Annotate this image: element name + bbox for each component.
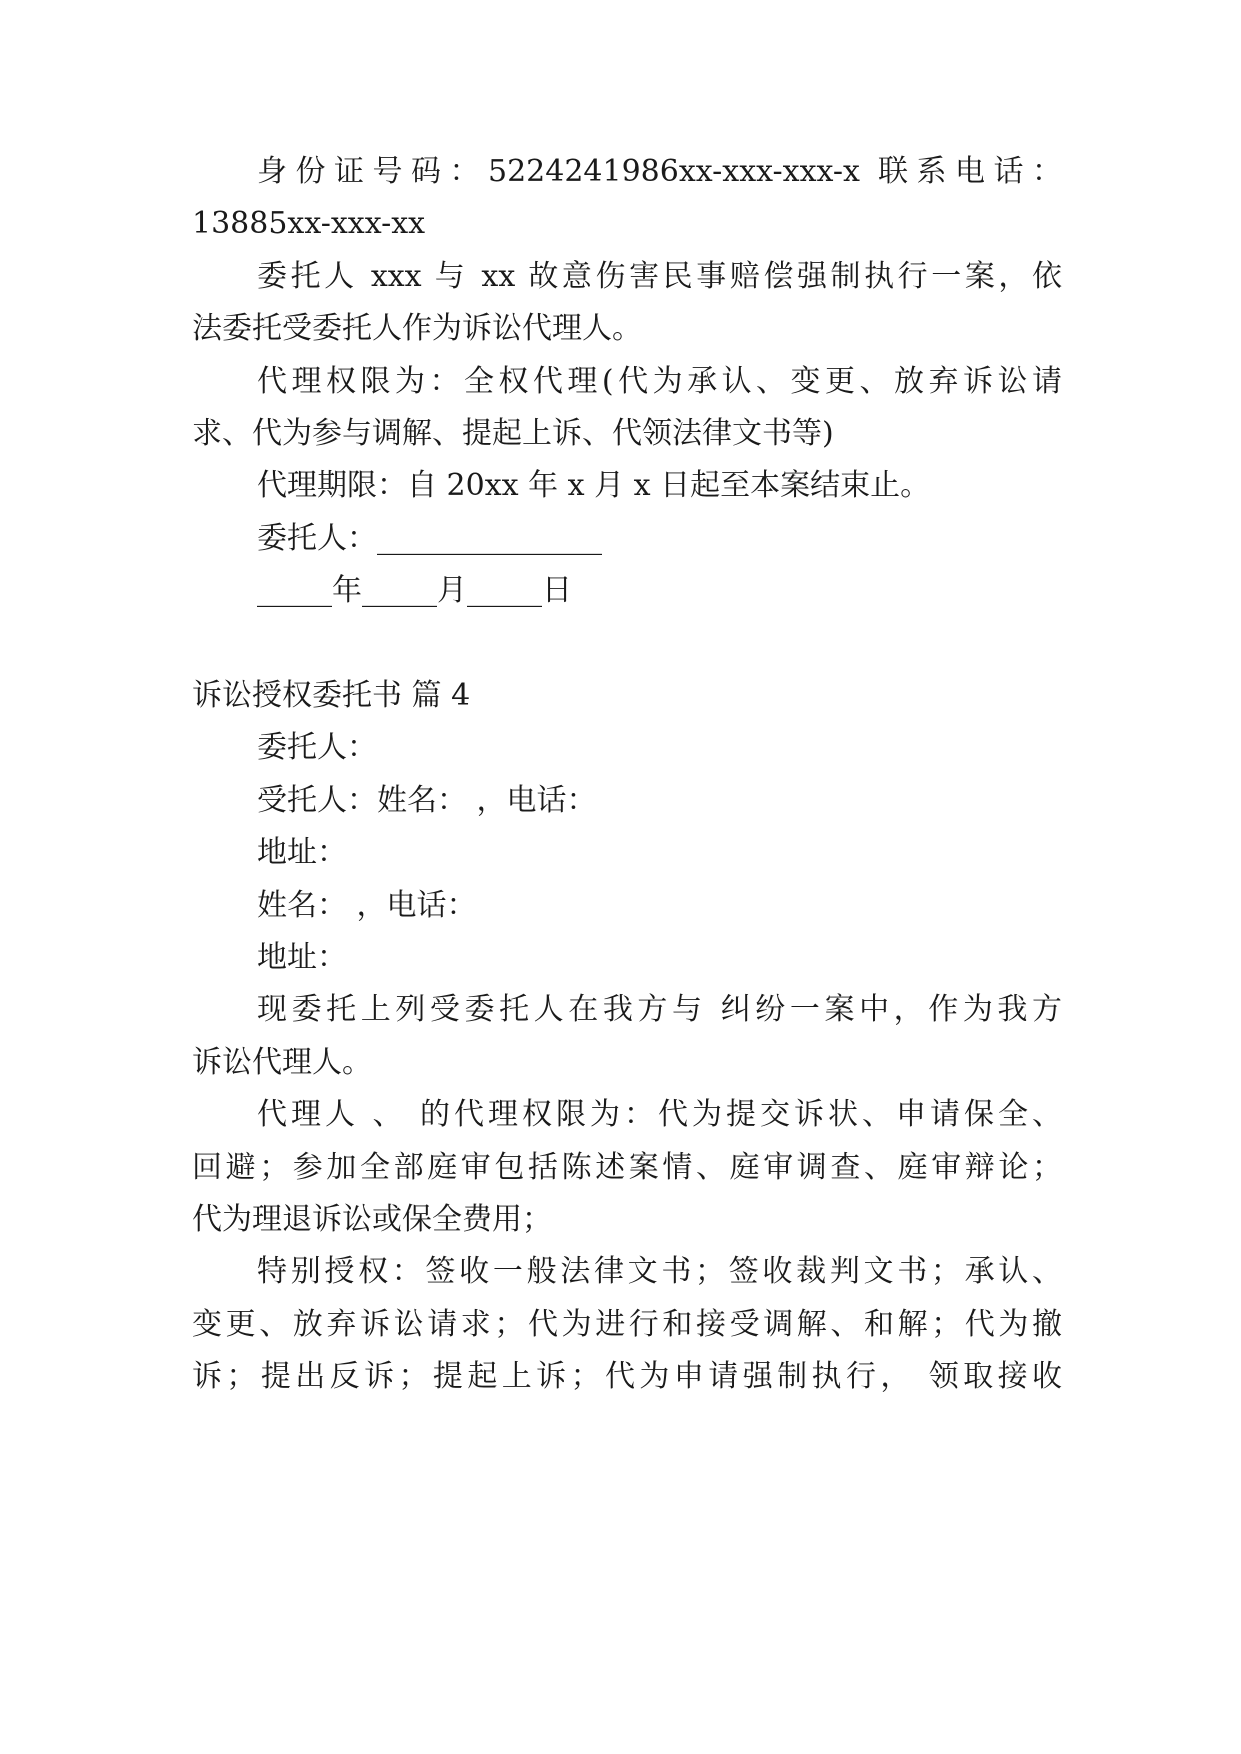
date-line: _____年_____月_____日 xyxy=(257,573,572,608)
special-authority-paragraph-line: 变更、放弃诉讼请求；代为进行和接受调解、和解；代为撤 xyxy=(192,1307,1062,1342)
agent-authority-paragraph-line: 回避；参加全部庭审包括陈述案情、庭审调查、庭审辩论； xyxy=(192,1150,1062,1185)
agent-authority-paragraph-line: 代为理退诉讼或保全费用； xyxy=(192,1202,552,1237)
id-number-line: 身份证号码：5224241986xx-xxx-xxx-x 联系电话： xyxy=(257,154,1062,189)
phone-number-line: 13885xx-xxx-xx xyxy=(192,206,426,241)
term-line: 代理期限：自 20xx 年 x 月 x 日起至本案结束止。 xyxy=(257,468,931,503)
agent-name-phone-field: 姓名： ，电话： xyxy=(257,888,477,923)
case-paragraph-line: 委托人 xxx 与 xx 故意伤害民事赔偿强制执行一案，依 xyxy=(257,259,1062,294)
agent-address-field: 地址： xyxy=(257,940,347,975)
agent-authority-paragraph-line: 代理人 、 的代理权限为：代为提交诉状、申请保全、 xyxy=(257,1097,1062,1132)
special-authority-paragraph-line: 特别授权：签收一般法律文书；签收裁判文书；承认、 xyxy=(257,1254,1062,1289)
section-title: 诉讼授权委托书 篇 4 xyxy=(192,678,471,713)
agent-name-phone-field: 受托人：姓名： ，电话： xyxy=(257,783,597,818)
agent-address-field: 地址： xyxy=(257,835,347,870)
entrust-paragraph-line: 现委托上列受委托人在我方与 纠纷一案中，作为我方 xyxy=(257,992,1062,1027)
principal-field: 委托人： xyxy=(257,730,377,765)
entrust-paragraph-line: 诉讼代理人。 xyxy=(192,1045,372,1080)
authority-paragraph-line: 求、代为参与调解、提起上诉、代领法律文书等) xyxy=(192,416,834,451)
case-paragraph-line: 法委托受委托人作为诉讼代理人。 xyxy=(192,311,642,346)
special-authority-paragraph-line: 诉；提出反诉；提起上诉；代为申请强制执行， 领取接收 xyxy=(192,1359,1062,1394)
authority-paragraph-line: 代理权限为：全权代理(代为承认、变更、放弃诉讼请 xyxy=(257,364,1062,399)
principal-signature-line: 委托人：_______________ xyxy=(257,521,602,556)
